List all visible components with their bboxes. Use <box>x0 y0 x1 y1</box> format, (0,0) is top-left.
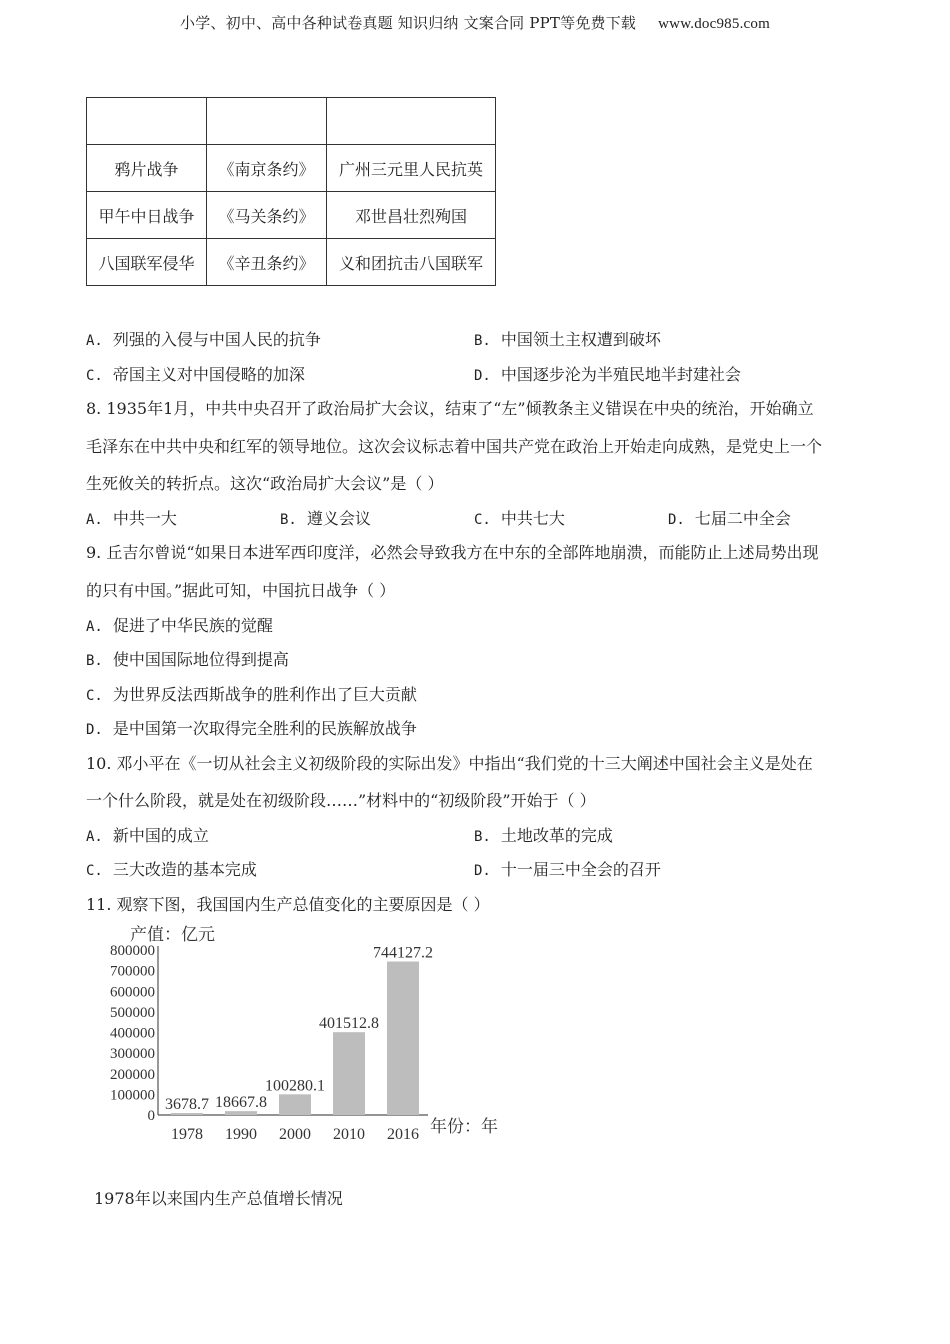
q9-stem-line: 9. 丘吉尔曾说“如果日本进军西印度洋，必然会导致我方在中东的全部阵地崩溃，而能防止上述局势出现 <box>86 543 819 562</box>
q7-option-c[interactable] <box>86 362 305 385</box>
q10-stem-line: 一个什么阶段，就是处在初级阶段……”材料中的“初级阶段”开始于（ ） <box>86 791 596 810</box>
chart-caption: 1978年以来国内生产总值增长情况 <box>94 1189 343 1208</box>
table-cell: 《南京条约》 <box>207 145 327 192</box>
header-site[interactable]: www.doc985.com <box>658 16 770 32</box>
q9-option-c[interactable] <box>86 682 417 705</box>
value-label: 18667.8 <box>215 1094 267 1112</box>
table-cell: 广州三元里人民抗英 <box>327 145 496 192</box>
x-tick-label: 2010 <box>333 1126 365 1143</box>
gdp-bar-chart <box>92 916 512 1148</box>
q9-stem-line: 的只有中国。”据此可知，中国抗日战争（ ） <box>86 581 396 600</box>
table-row <box>87 192 496 239</box>
option-text: 帝国主义对中国侵略的加深 <box>112 365 305 384</box>
table-cell: 《马关条约》 <box>207 192 327 239</box>
q10-option-c[interactable] <box>86 857 257 880</box>
option-text: 遵义会议 <box>306 509 371 528</box>
q8-stem-line: 毛泽东在中共中央和红军的领导地位。这次会议标志着中国共产党在政治上开始走向成熟，是党史上一个 <box>86 437 823 456</box>
q10-option-b[interactable] <box>474 823 613 846</box>
option-text: 是中国第一次取得完全胜利的民族解放战争 <box>112 719 417 738</box>
option-label: A. <box>86 333 103 349</box>
page-header <box>0 12 950 33</box>
option-label: D. <box>474 368 491 384</box>
y-tick-label: 500000 <box>110 1004 155 1021</box>
y-tick-label: 400000 <box>110 1025 155 1042</box>
chart-xlabel: 年份：年 <box>430 1117 498 1136</box>
option-label: A. <box>86 829 103 845</box>
y-tick-label: 300000 <box>110 1046 155 1063</box>
bar-1990 <box>225 1111 257 1115</box>
value-label: 744127.2 <box>373 944 433 962</box>
table-cell: 鸦片战争 <box>87 145 207 192</box>
q8-option-d[interactable] <box>668 506 791 529</box>
bar-1978 <box>171 1113 203 1115</box>
option-label: B. <box>474 333 491 349</box>
option-text: 使中国国际地位得到提高 <box>112 650 289 669</box>
table-row <box>87 145 496 192</box>
x-tick-label: 1990 <box>225 1126 257 1143</box>
value-label: 401512.8 <box>319 1015 379 1033</box>
q9-option-b[interactable] <box>86 647 289 670</box>
option-label: D. <box>668 512 685 528</box>
q9-option-a[interactable] <box>86 613 273 636</box>
option-text: 促进了中华民族的觉醒 <box>112 616 273 635</box>
y-tick-label: 100000 <box>110 1087 155 1104</box>
option-label: C. <box>86 368 103 384</box>
option-label: B. <box>280 512 297 528</box>
option-label: C. <box>474 512 491 528</box>
option-text: 七届二中全会 <box>694 509 791 528</box>
option-text: 十一届三中全会的召开 <box>500 860 661 879</box>
option-label: C. <box>86 863 103 879</box>
option-text: 中共七大 <box>500 509 565 528</box>
q9-option-d[interactable] <box>86 716 417 739</box>
option-text: 三大改造的基本完成 <box>112 860 257 879</box>
table-cell <box>207 98 327 145</box>
chart-ylabel: 产值：亿元 <box>130 925 215 944</box>
q10-stem-line: 10. 邓小平在《一切从社会主义初级阶段的实际出发》中指出“我们党的十三大阐述中国社会主义是处在 <box>86 754 813 773</box>
option-label: A. <box>86 512 103 528</box>
value-label: 100280.1 <box>265 1077 325 1095</box>
q7-option-d[interactable] <box>474 362 741 385</box>
x-tick-label: 2000 <box>279 1126 311 1143</box>
q10-option-a[interactable] <box>86 823 209 846</box>
option-text: 土地改革的完成 <box>500 826 613 845</box>
option-text: 中国领土主权遭到破坏 <box>500 330 661 349</box>
table-cell: 八国联军侵华 <box>87 239 207 286</box>
option-label: B. <box>474 829 491 845</box>
option-text: 为世界反法西斯战争的胜利作出了巨大贡献 <box>112 685 417 704</box>
value-label: 3678.7 <box>165 1096 209 1113</box>
y-tick-label: 800000 <box>110 943 155 959</box>
option-label: D. <box>86 722 103 738</box>
option-label: C. <box>86 688 103 704</box>
table-cell: 《辛丑条约》 <box>207 239 327 286</box>
history-table <box>86 97 496 286</box>
q8-stem-line: 生死攸关的转折点。这次“政治局扩大会议”是（ ） <box>86 474 444 493</box>
q8-option-c[interactable] <box>474 506 565 529</box>
option-text: 新中国的成立 <box>112 826 209 845</box>
table-cell: 邓世昌壮烈殉国 <box>327 192 496 239</box>
table-cell: 甲午中日战争 <box>87 192 207 239</box>
option-text: 中国逐步沦为半殖民地半封建社会 <box>500 365 741 384</box>
y-tick-label: 0 <box>147 1108 155 1124</box>
table-cell <box>87 98 207 145</box>
bar-2000 <box>279 1094 311 1115</box>
bar-2010 <box>333 1032 365 1115</box>
y-tick-label: 700000 <box>110 963 155 980</box>
table-cell: 义和团抗击八国联军 <box>327 239 496 286</box>
y-tick-label: 600000 <box>110 984 155 1001</box>
q10-option-d[interactable] <box>474 857 661 880</box>
x-tick-label: 1978 <box>171 1126 203 1143</box>
q7-option-a[interactable] <box>86 327 321 350</box>
q11-stem-line: 11. 观察下图，我国国内生产总值变化的主要原因是（ ） <box>86 895 490 914</box>
option-text: 中共一大 <box>112 509 177 528</box>
table-cell <box>327 98 496 145</box>
q8-option-b[interactable] <box>280 506 371 529</box>
q7-option-b[interactable] <box>474 327 661 350</box>
q8-stem-line: 8. 1935年1月，中共中央召开了政治局扩大会议，结束了“左”倾教条主义错误在中央的统治，开始确立 <box>86 399 814 418</box>
header-text: 小学、初中、高中各种试卷真题 知识归纳 文案合同 PPT等免费下载 <box>180 14 637 32</box>
option-label: D. <box>474 863 491 879</box>
bar-2016 <box>387 962 419 1115</box>
table-row <box>87 98 496 145</box>
y-tick-label: 200000 <box>110 1066 155 1083</box>
option-label: A. <box>86 619 103 635</box>
option-label: B. <box>86 653 103 669</box>
table-row <box>87 239 496 286</box>
q8-option-a[interactable] <box>86 506 177 529</box>
option-text: 列强的入侵与中国人民的抗争 <box>112 330 321 349</box>
x-tick-label: 2016 <box>387 1126 419 1143</box>
